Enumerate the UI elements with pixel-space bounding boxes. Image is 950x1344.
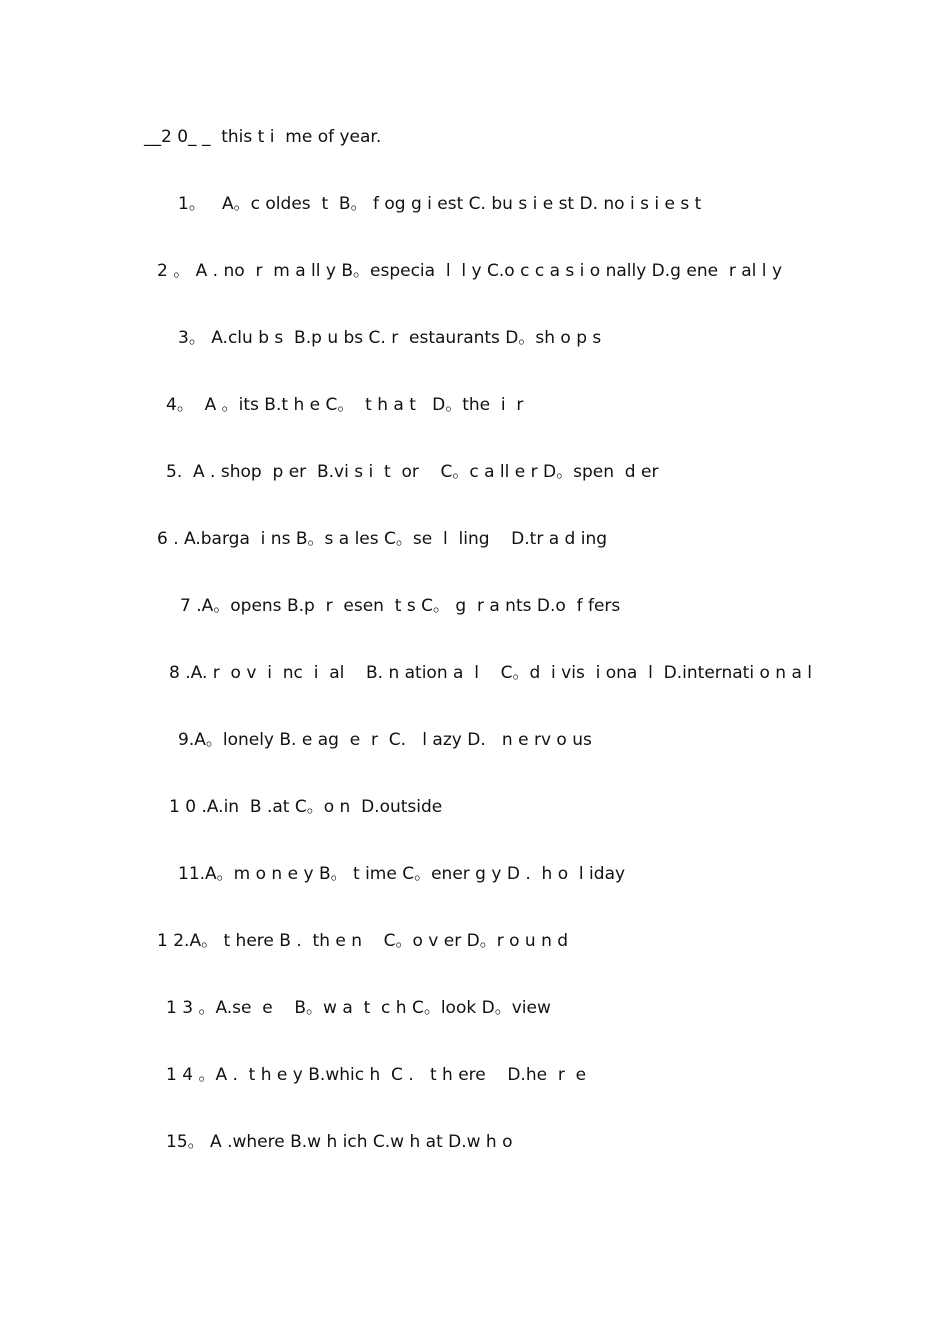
option-line-13: 1 3 。A.se e B。w a t c h C。look D。view	[166, 998, 551, 1018]
option-line-2: 2 。 A . no r m a ll y B。especia l l y C.o c c a s i o nally D.g ene r al l y	[157, 261, 782, 281]
option-line-5: 5. A . shop p er B.vi s i t or C。c a ll e r D。spen d er	[166, 462, 659, 482]
option-line-11: 11.A。m o n e y B。 t ime C。ener g y D . h o l iday	[178, 864, 626, 884]
option-line-3: 3。 A.clu b s B.p u bs C. r estaurants D。sh o p s	[178, 328, 602, 348]
intro-line: __2 0_ _ this t i me of year.	[144, 127, 382, 147]
option-line-12: 1 2.A。 t here B . th e n C。o v er D。r o u n d	[157, 931, 569, 951]
option-line-9: 9.A。lonely B. e ag e r C. l azy D. n e rv o us	[178, 730, 592, 750]
option-line-6: 6 . A.barga i ns B。s a les C。se l ling D.tr a d ing	[157, 529, 608, 549]
option-line-4: 4。 A 。its B.t h e C。 t h a t D。the i r	[166, 395, 524, 415]
option-line-14: 1 4 。A . t h e y B.whic h C . t h ere D.he r e	[166, 1065, 587, 1085]
option-line-8: 8 .A. r o v i nc i al B. n ation a l C。d i vis i ona l D.internati o n a l	[169, 663, 812, 683]
option-line-10: 1 0 .A.in B .at C。o n D.outside	[169, 797, 443, 817]
option-line-7: 7 .A。opens B.p r esen t s C。 g r a nts D.o f fers	[180, 596, 621, 616]
option-line-1: 1。 A。c oldes t B。 f og g i est C. bu s i e st D. no i s i e s t	[178, 194, 702, 214]
option-line-15: 15。 A .where B.w h ich C.w h at D.w h o	[166, 1132, 513, 1152]
